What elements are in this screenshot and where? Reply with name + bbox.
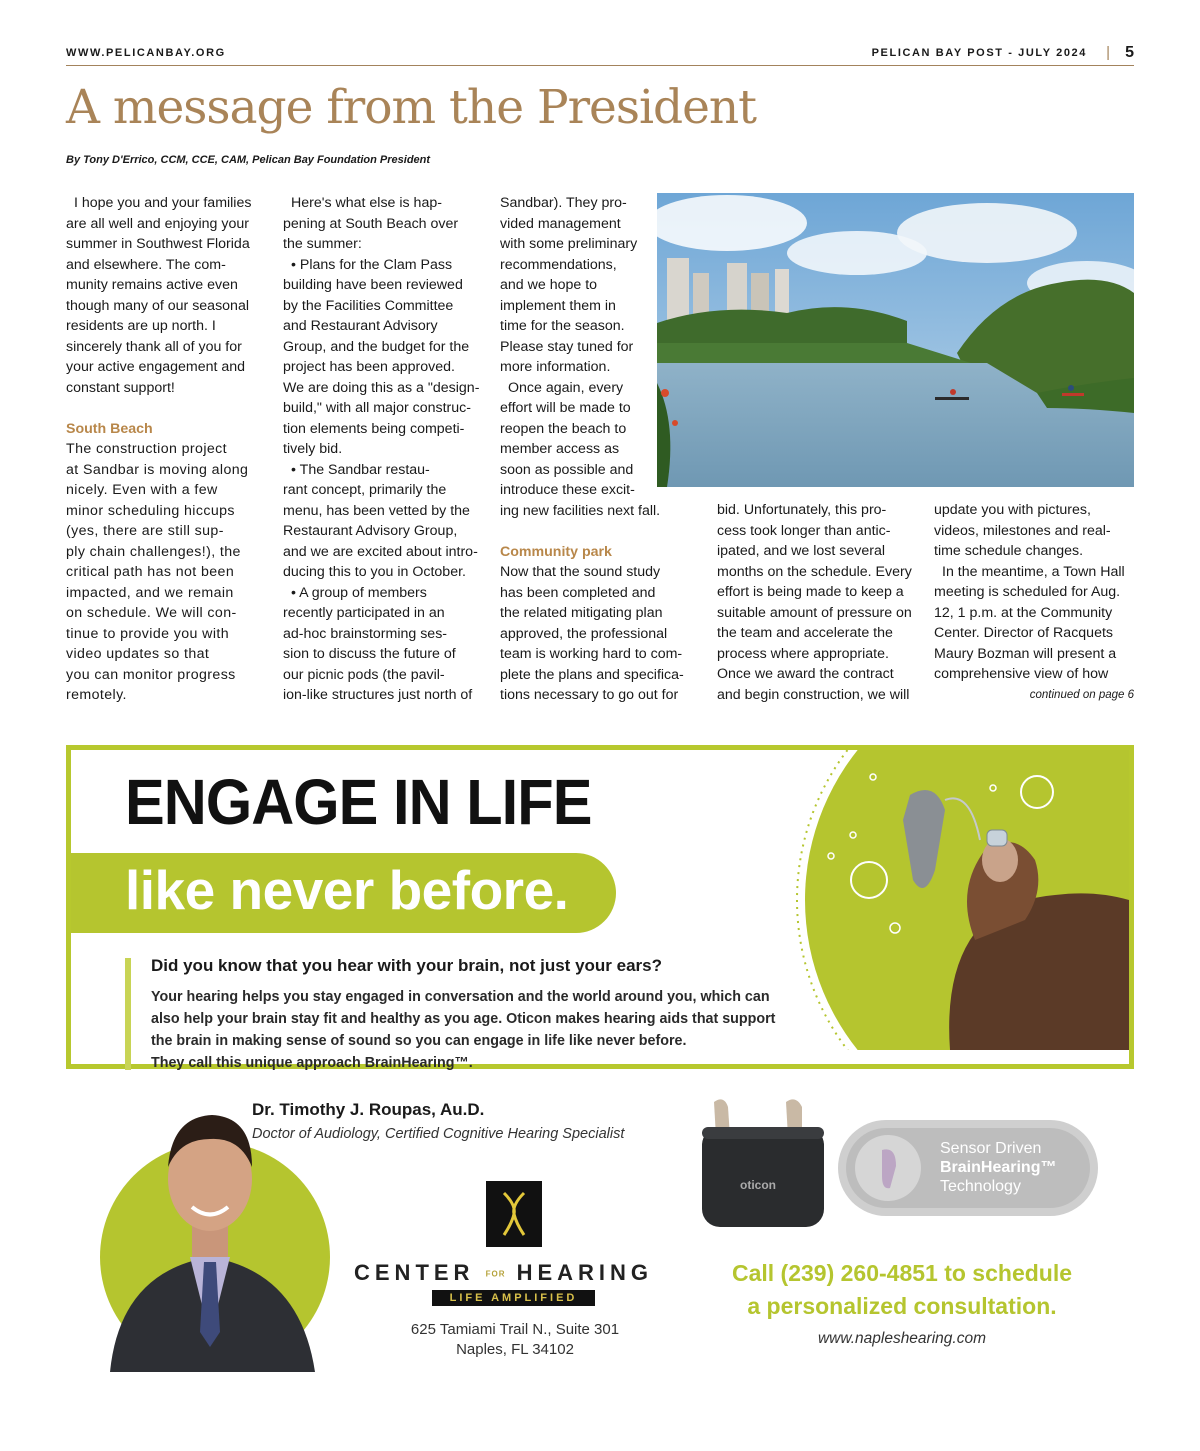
text-line: Once again, every [508, 379, 624, 396]
text-line: rant concept, primarily the [283, 482, 447, 498]
col3-paragraph-1 [500, 193, 670, 521]
ad-subheadline: like never before. [125, 859, 569, 921]
badge-line-1: Sensor Driven [940, 1140, 1042, 1157]
text-line: effort is being made to keep a [717, 584, 904, 600]
text-line: introduce these excit- [500, 482, 635, 498]
call-line-2: a personalized consultation. [747, 1293, 1057, 1319]
badge-line-2: BrainHearing™ [940, 1159, 1057, 1176]
page-number: 5 [1125, 44, 1134, 61]
text-line: critical path has not been [66, 564, 235, 580]
text-line: • The Sandbar restau- [291, 461, 430, 478]
text-line: We are doing this as a "design- [283, 379, 480, 396]
text-line: comprehensive view of how [934, 666, 1109, 682]
text-line: and begin construction, we will [717, 686, 910, 703]
text-line: cess took longer than antic- [717, 522, 891, 539]
text-line: remotely. [66, 687, 127, 703]
text-line: time schedule changes. [934, 543, 1084, 559]
ad-body-line: also help your brain stay fit and healthy as you age. Oticon makes hearing aids that support [151, 1011, 776, 1027]
article-column-3 [500, 193, 684, 706]
text-line: sion to discuss the future of [283, 646, 456, 662]
hearing-aid-badge-icon [852, 1132, 924, 1204]
text-line: effort will be made to [500, 400, 631, 416]
text-line: Group, and the budget for the [283, 338, 470, 355]
text-line: residents are up north. I [66, 318, 216, 334]
text-line: pening at South Beach over [283, 215, 459, 232]
text-line: recommendations, [500, 256, 617, 273]
text-line: are all well and enjoying your [66, 215, 249, 232]
text-line: plete the plans and specifica- [500, 666, 684, 683]
text-line: member access as [500, 441, 620, 457]
text-line: video updates so that [66, 646, 210, 662]
text-line: In the meantime, a Town Hall [942, 563, 1125, 580]
text-line: I hope you and your families [74, 195, 252, 211]
text-line: Sandbar). They pro- [500, 195, 627, 211]
text-line: menu, has been vetted by the [283, 502, 470, 519]
article-byline: By Tony D'Errico, CCM, CCE, CAM, Pelican Bay Foundation President [66, 154, 431, 166]
text-line: and Restaurant Advisory [283, 318, 438, 334]
text-line: the summer: [283, 236, 362, 252]
text-line: though many of our seasonal [66, 297, 249, 314]
text-line: update you with pictures, [934, 502, 1091, 518]
call-to-action[interactable] [690, 1257, 1114, 1323]
article-column-4 [717, 500, 922, 705]
text-line: tions necessary to go out for [500, 687, 679, 703]
text-line: by the Facilities Committee [283, 297, 454, 314]
col5-text [934, 500, 1134, 685]
text-line: vided management [500, 215, 621, 232]
logo-for: FOR [485, 1269, 506, 1279]
text-line: ducing this to you in October. [283, 564, 466, 580]
text-line: (yes, there are still sup- [66, 523, 224, 539]
subhead-community-park: Community park [500, 543, 612, 560]
text-line: and we are excited about intro- [283, 543, 478, 560]
header-rule [66, 65, 1134, 66]
text-line: ion-like structures just north of [283, 687, 473, 703]
text-line: ply chain challenges!), the [66, 543, 241, 560]
col1-paragraph-2 [66, 439, 266, 706]
text-line: and we hope to [500, 277, 598, 293]
article-column-1 [66, 193, 266, 706]
article-column-2 [283, 193, 488, 706]
text-line: Now that the sound study [500, 564, 661, 580]
text-line: project has been approved. [283, 359, 455, 375]
call-line-1[interactable]: Call (239) 260-4851 to schedule [731, 1260, 1073, 1286]
text-line: on schedule. We will con- [66, 605, 237, 621]
text-line: team is working hard to com- [500, 646, 683, 662]
continued-note[interactable]: continued on page 6 [1029, 688, 1134, 701]
ad-question: Did you know that you hear with your brain, not just your ears? [151, 956, 662, 975]
address-line-2: Naples, FL 34102 [456, 1341, 574, 1358]
text-line: more information. [500, 359, 611, 375]
text-line: sincerely thank all of you for [66, 338, 242, 355]
text-line: The construction project [66, 441, 228, 457]
text-line: months on the schedule. Every [717, 563, 912, 580]
text-line: approved, the professional [500, 625, 668, 642]
text-line: constant support! [66, 379, 175, 396]
badge-text [940, 1139, 1056, 1196]
col1-paragraph-1 [66, 193, 266, 398]
text-line: tinue to provide you with [66, 625, 230, 642]
text-line: Maury Bozman will present a [934, 645, 1117, 662]
ad-body-line: Your hearing helps you stay engaged in conversation and the world around you, which can [151, 989, 770, 1005]
col4-text [717, 500, 922, 705]
logo-tagline: LIFE AMPLIFIED [432, 1290, 595, 1306]
subhead-south-beach: South Beach [66, 420, 153, 437]
text-line: build," with all major construc- [283, 400, 471, 416]
ad-body-line: the brain in making sense of sound so you can engage in life like never before. [151, 1033, 687, 1049]
text-line: munity remains active even [66, 277, 238, 293]
text-line: Please stay tuned for [500, 338, 634, 355]
text-line: has been completed and [500, 584, 656, 601]
text-line: ad-hoc brainstorming ses- [283, 625, 448, 642]
text-line: tively bid. [283, 441, 343, 457]
text-line: with some preliminary [500, 236, 638, 252]
text-line: the team and accelerate the [717, 625, 893, 641]
kayak-lake-photo [657, 193, 1134, 487]
ad-body [151, 986, 831, 1074]
address-line-1: 625 Tamiami Trail N., Suite 301 [410, 1321, 620, 1338]
hearing-aid-in-hand-photo [795, 750, 1129, 1050]
header-separator: | [1106, 44, 1110, 61]
article-column-5 [934, 500, 1134, 705]
clinic-address [380, 1320, 650, 1360]
logo-center: CENTER [354, 1260, 475, 1285]
text-line: tion elements being competi- [283, 420, 465, 437]
doctor-title: Doctor of Audiology, Certified Cognitive Hearing Specialist [252, 1126, 625, 1142]
text-line: suitable amount of pressure on [717, 604, 912, 621]
text-line: • A group of members [291, 584, 427, 601]
text-line: our picnic pods (the pavil- [283, 666, 445, 683]
text-line: nicely. Even with a few [66, 482, 218, 498]
text-line: summer in Southwest Florida [66, 236, 250, 252]
col3-paragraph-2 [500, 562, 684, 706]
text-line: at Sandbar is moving along [66, 461, 249, 478]
text-line: 12, 1 p.m. at the Community [934, 604, 1113, 621]
center-for-hearing-wordmark [354, 1260, 653, 1286]
charger-case-photo [698, 1097, 828, 1232]
article-headline: A message from the President [66, 80, 757, 135]
text-line: ipated, and we lost several [717, 543, 885, 559]
text-line: implement them in [500, 297, 616, 314]
text-line: Here's what else is hap- [291, 195, 442, 211]
website-link[interactable]: www.napleshearing.com [817, 1330, 986, 1347]
site-url[interactable]: WWW.PELICANBAY.ORG [66, 47, 226, 59]
ad-body-line: They call this unique approach BrainHearing™. [151, 1055, 473, 1071]
col2-text [283, 193, 488, 706]
doctor-name: Dr. Timothy J. Roupas, Au.D. [252, 1100, 485, 1119]
text-line: impacted, and we remain [66, 584, 234, 601]
charger-brand: oticon [740, 1178, 776, 1192]
text-line: recently participated in an [283, 605, 445, 621]
ad-headline: ENGAGE IN LIFE [125, 766, 592, 838]
text-line: meeting is scheduled for Aug. [934, 584, 1121, 600]
text-line: videos, milestones and real- [934, 522, 1111, 539]
text-line: Center. Director of Racquets [934, 625, 1113, 641]
text-line: minor scheduling hiccups [66, 502, 235, 519]
text-line: you can monitor progress [66, 666, 236, 683]
text-line: process where appropriate. [717, 645, 889, 662]
text-line: and elsewhere. The com- [66, 256, 226, 273]
text-line: time for the season. [500, 318, 625, 334]
text-line: the related mitigating plan [500, 605, 663, 621]
text-line: Once we award the contract [717, 666, 894, 682]
text-line: reopen the beach to [500, 420, 627, 437]
text-line: ing new facilities next fall. [500, 502, 661, 519]
quote-bar [125, 958, 131, 1070]
badge-line-3: Technology [940, 1178, 1021, 1195]
text-line: bid. Unfortunately, this pro- [717, 502, 887, 518]
text-line: • Plans for the Clam Pass [291, 256, 453, 273]
center-for-hearing-logo-icon [486, 1181, 542, 1247]
text-line: soon as possible and [500, 461, 634, 478]
text-line: your active engagement and [66, 359, 246, 375]
logo-hearing: HEARING [516, 1260, 654, 1285]
text-line: Restaurant Advisory Group, [283, 523, 458, 539]
text-line: building have been reviewed [283, 277, 463, 293]
issue-label: PELICAN BAY POST - JULY 2024 [871, 47, 1087, 59]
